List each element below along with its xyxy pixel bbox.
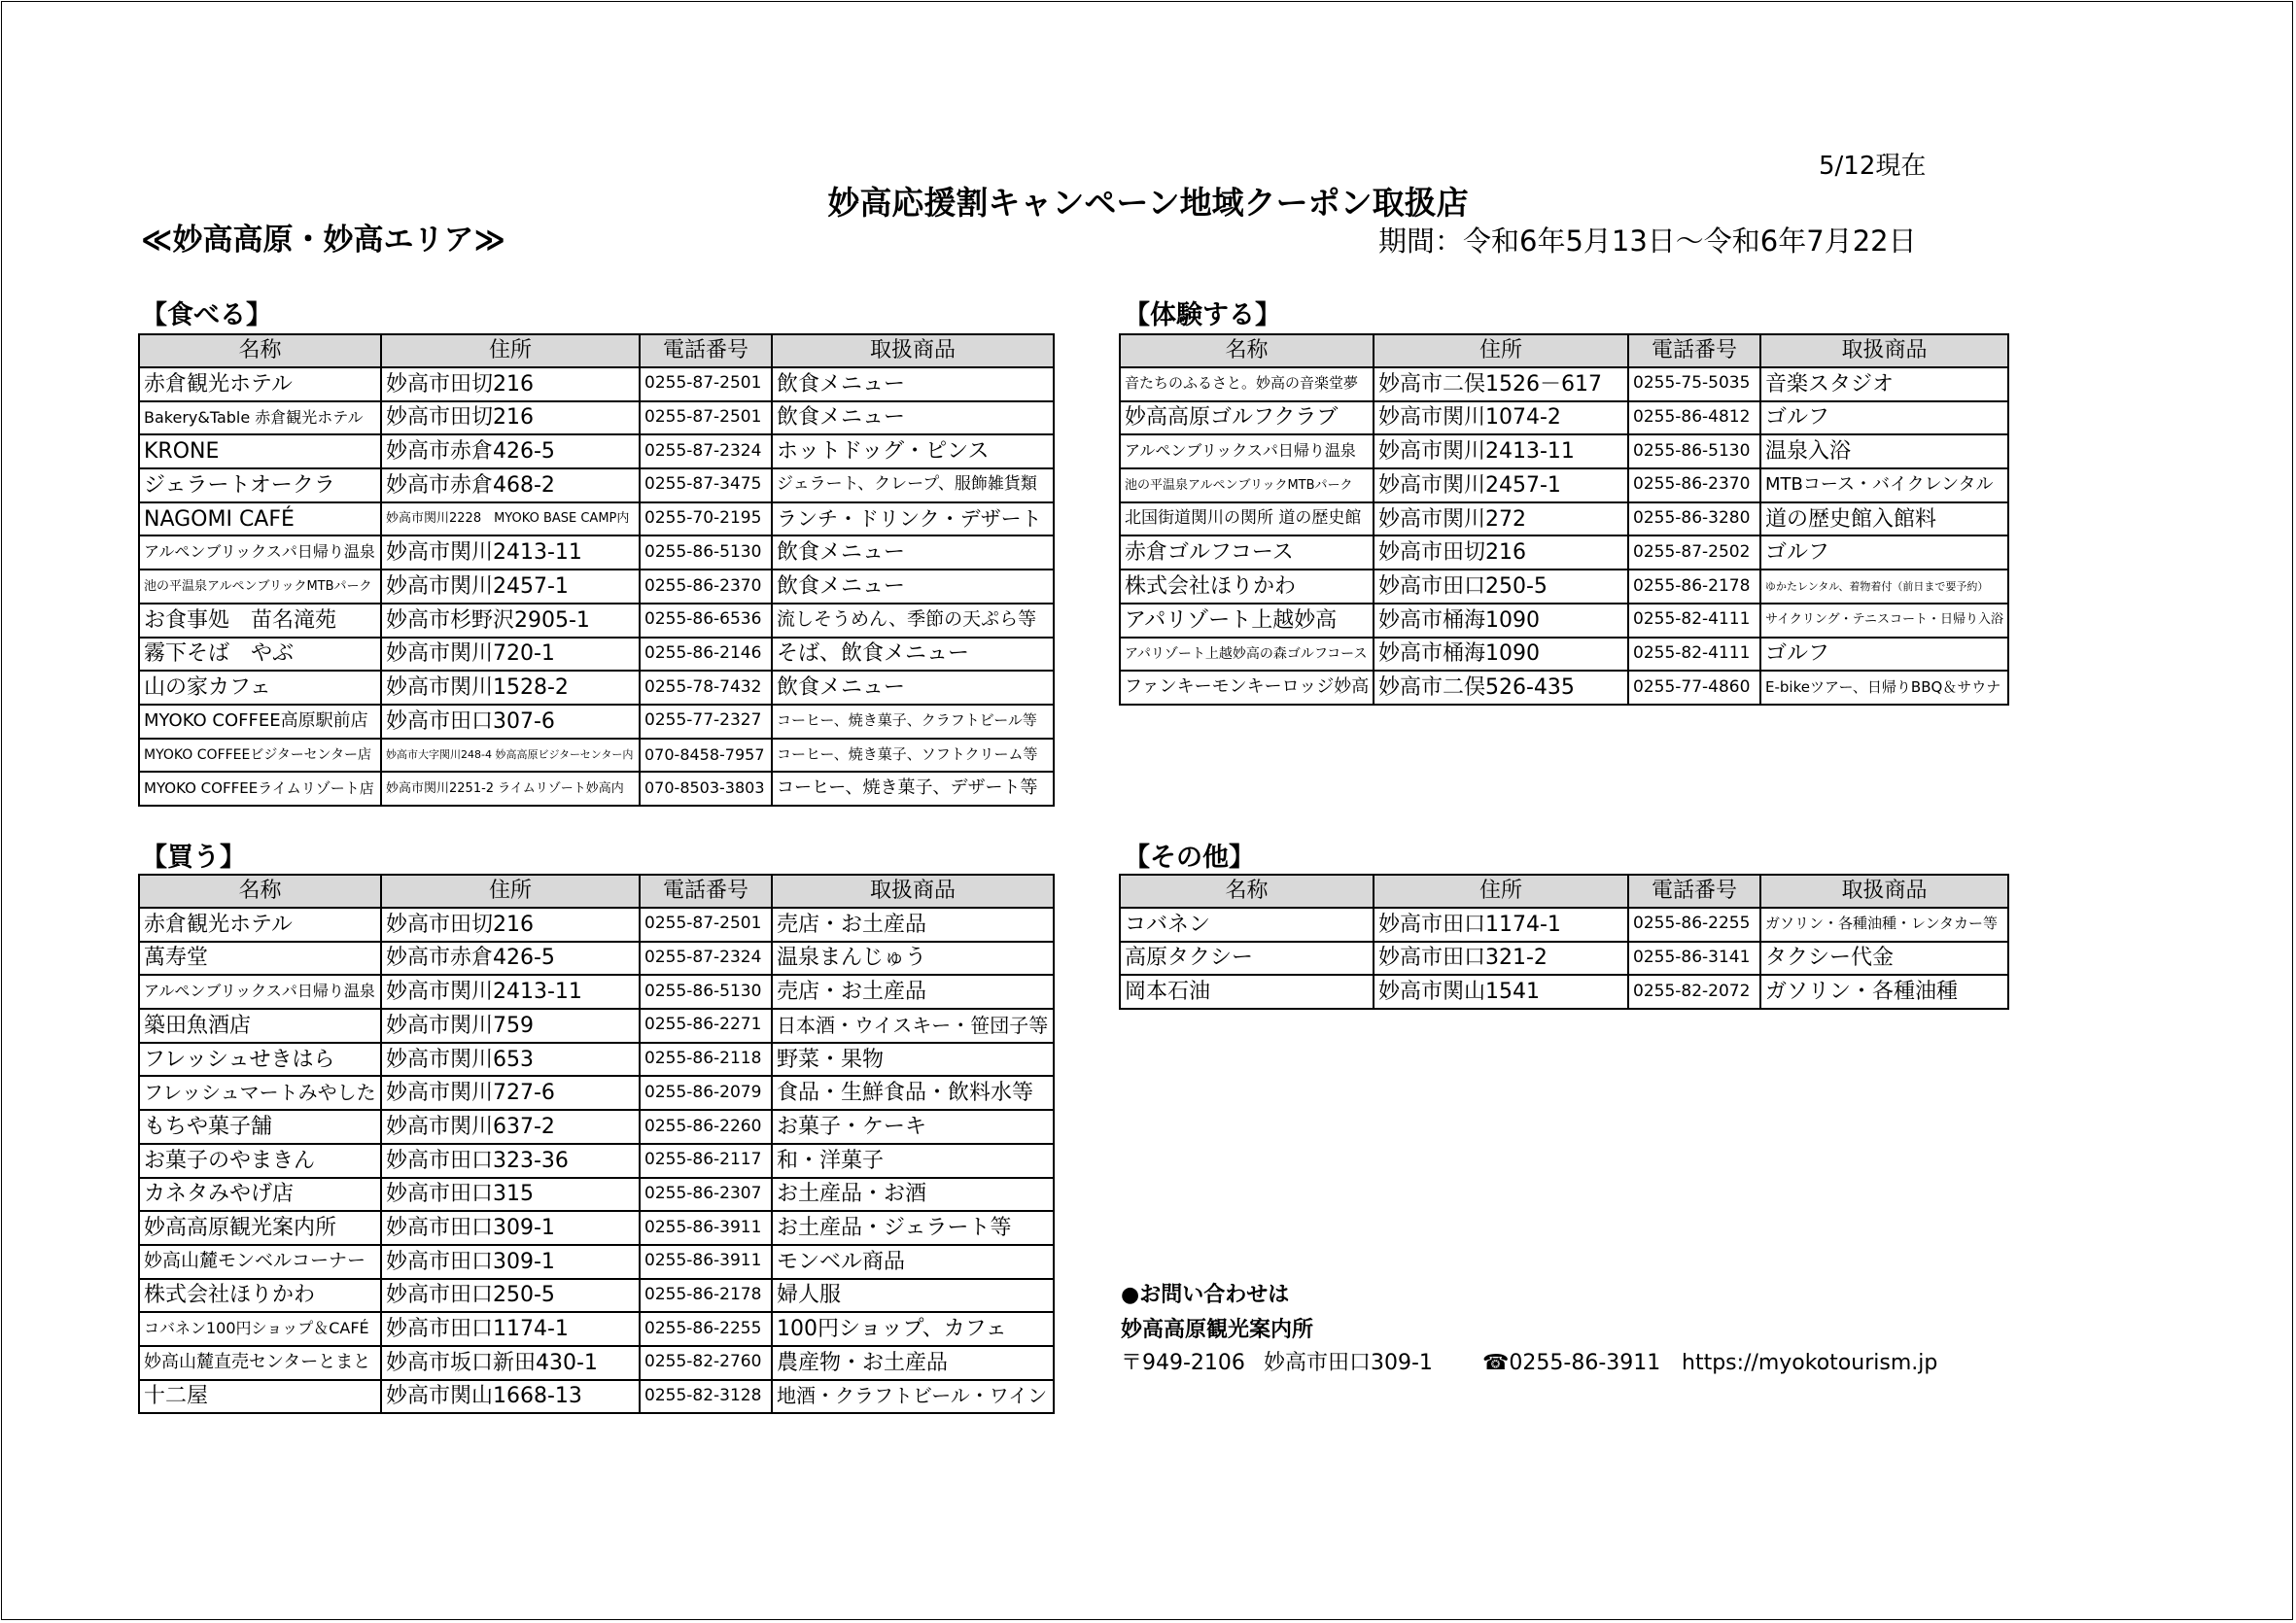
cell-phone: 0255-86-2307 (640, 1178, 772, 1212)
cell-name: MYOKO COFFEEビジターセンター店 (139, 739, 381, 773)
cell-phone: 0255-86-2370 (1628, 468, 1760, 502)
cell-products: 地酒・クラフトビール・ワイン (772, 1380, 1054, 1414)
table-row (139, 671, 1054, 705)
cell-phone: 0255-86-2117 (640, 1144, 772, 1178)
section-title-experience: 【体験する】 (1124, 300, 1281, 330)
cell-phone: 0255-86-2370 (640, 570, 772, 604)
cell-name: 高原タクシー (1120, 942, 1374, 976)
cell-phone: 0255-86-3141 (1628, 942, 1760, 976)
cell-products: そば、飲食メニュー (772, 638, 1054, 672)
table-row (139, 570, 1054, 604)
contact-address: 妙高市田口309-1 (1264, 1351, 1433, 1375)
cell-phone: 0255-86-4812 (1628, 401, 1760, 435)
cell-name: アルペンブリックスパ日帰り温泉 (1120, 434, 1374, 468)
cell-name: フレッシュせきはら (139, 1043, 381, 1077)
cell-phone: 0255-86-2146 (640, 638, 772, 672)
table-row (139, 942, 1054, 976)
cell-address: 妙高市田切216 (1374, 535, 1628, 570)
cell-products: 飲食メニュー (772, 401, 1054, 435)
cell-name: 萬寿堂 (139, 942, 381, 976)
cell-address: 妙高市田切216 (381, 908, 640, 942)
cell-products: 音楽スタジオ (1760, 367, 2008, 401)
table-row (139, 975, 1054, 1009)
table-row (139, 1110, 1054, 1144)
cell-products: コーヒー、焼き菓子、デザート等 (772, 772, 1054, 806)
table-row (1120, 604, 2008, 638)
table-row (1120, 908, 2008, 942)
table-row (139, 1211, 1054, 1245)
cell-products: 和・洋菓子 (772, 1144, 1054, 1178)
table-row (139, 604, 1054, 638)
cell-address: 妙高市関川2413-11 (381, 975, 640, 1009)
buy-table (138, 874, 1055, 1414)
cell-phone: 0255-87-2501 (640, 367, 772, 401)
cell-phone: 0255-86-5130 (640, 975, 772, 1009)
cell-phone: 0255-86-2178 (640, 1279, 772, 1313)
cell-address: 妙高市関川2413-11 (381, 535, 640, 570)
header-products: 取扱商品 (772, 875, 1054, 908)
cell-name: KRONE (139, 434, 381, 468)
table-row (1120, 570, 2008, 604)
table-row (139, 367, 1054, 401)
cell-address: 妙高市関川2413-11 (1374, 434, 1628, 468)
cell-name: アルペンブリックスパ日帰り温泉 (139, 975, 381, 1009)
cell-products: 飲食メニュー (772, 367, 1054, 401)
cell-phone: 0255-86-3911 (640, 1211, 772, 1245)
cell-phone: 0255-86-2255 (640, 1312, 772, 1346)
cell-name: アパリゾート上越妙高 (1120, 604, 1374, 638)
table-row (1120, 638, 2008, 672)
cell-phone: 0255-86-5130 (1628, 434, 1760, 468)
cell-products: ホットドッグ・ピンス (772, 434, 1054, 468)
table-row (1120, 401, 2008, 435)
cell-name: 赤倉ゴルフコース (1120, 535, 1374, 570)
table-row (139, 401, 1054, 435)
table-row (139, 772, 1054, 806)
header-address: 住所 (1374, 875, 1628, 908)
other-table (1119, 874, 2009, 1010)
cell-products: MTBコース・バイクレンタル (1760, 468, 2008, 502)
header-phone: 電話番号 (640, 875, 772, 908)
table-row (139, 705, 1054, 739)
table-row (139, 1312, 1054, 1346)
cell-name: MYOKO COFFEE高原駅前店 (139, 705, 381, 739)
cell-name: NAGOMI CAFÉ (139, 502, 381, 536)
cell-phone: 070-8458-7957 (640, 739, 772, 773)
cell-products: 飲食メニュー (772, 671, 1054, 705)
cell-phone: 0255-86-2255 (1628, 908, 1760, 942)
cell-address: 妙高市関山1668-13 (381, 1380, 640, 1414)
cell-phone: 0255-75-5035 (1628, 367, 1760, 401)
table-row (139, 1178, 1054, 1212)
cell-address: 妙高市田口321-2 (1374, 942, 1628, 976)
table-row (139, 1076, 1054, 1110)
cell-name: お食事処 苗名滝苑 (139, 604, 381, 638)
cell-phone: 0255-86-3911 (640, 1245, 772, 1279)
cell-address: 妙高市関川727-6 (381, 1076, 640, 1110)
cell-products: タクシー代金 (1760, 942, 2008, 976)
cell-name: 赤倉観光ホテル (139, 908, 381, 942)
cell-products: 温泉まんじゅう (772, 942, 1054, 976)
contact-url-link[interactable]: https://myokotourism.jp (1682, 1351, 1938, 1375)
table-row (139, 434, 1054, 468)
cell-phone: 0255-86-2178 (1628, 570, 1760, 604)
cell-address: 妙高市関川2228 MYOKO BASE CAMP内 (381, 502, 640, 536)
cell-name: 池の平温泉アルペンブリックMTBパーク (139, 570, 381, 604)
header-name: 名称 (1120, 334, 1374, 367)
cell-name: 赤倉観光ホテル (139, 367, 381, 401)
cell-phone: 0255-70-2195 (640, 502, 772, 536)
cell-address: 妙高市関川720-1 (381, 638, 640, 672)
table-row (1120, 468, 2008, 502)
cell-products: コーヒー、焼き菓子、ソフトクリーム等 (772, 739, 1054, 773)
table-row (139, 468, 1054, 502)
cell-name: アパリゾート上越妙高の森ゴルフコース (1120, 638, 1374, 672)
cell-address: 妙高市関川2457-1 (381, 570, 640, 604)
header-phone: 電話番号 (1628, 334, 1760, 367)
cell-products: ジェラート、クレープ、服飾雑貨類 (772, 468, 1054, 502)
cell-address: 妙高市田口323-36 (381, 1144, 640, 1178)
cell-products: 飲食メニュー (772, 535, 1054, 570)
cell-address: 妙高市赤倉426-5 (381, 434, 640, 468)
cell-products: モンベル商品 (772, 1245, 1054, 1279)
contact-phone: ☎0255-86-3911 (1482, 1351, 1661, 1375)
table-header-row (139, 334, 1054, 367)
header-name: 名称 (139, 334, 381, 367)
header-products: 取扱商品 (772, 334, 1054, 367)
cell-address: 妙高市田切216 (381, 367, 640, 401)
cell-products: 売店・お土産品 (772, 908, 1054, 942)
table-row (139, 502, 1054, 536)
cell-name: 妙高山麓モンベルコーナー (139, 1245, 381, 1279)
table-row (1120, 671, 2008, 705)
cell-products: コーヒー、焼き菓子、クラフトビール等 (772, 705, 1054, 739)
cell-phone: 070-8503-3803 (640, 772, 772, 806)
cell-name: 妙高山麓直売センターとまと (139, 1346, 381, 1380)
cell-phone: 0255-82-3128 (640, 1380, 772, 1414)
cell-products: サイクリング・テニスコート・日帰り入浴 (1760, 604, 2008, 638)
cell-name: Bakery&Table 赤倉観光ホテル (139, 401, 381, 435)
section-title-buy: 【買う】 (141, 843, 246, 873)
header-phone: 電話番号 (640, 334, 772, 367)
cell-products: 100円ショップ、カフェ (772, 1312, 1054, 1346)
cell-address: 妙高市田口1174-1 (381, 1312, 640, 1346)
cell-phone: 0255-77-2327 (640, 705, 772, 739)
as-of-date: 5/12現在 (1819, 152, 1927, 181)
cell-phone: 0255-86-2260 (640, 1110, 772, 1144)
cell-products: 食品・生鮮食品・飲料水等 (772, 1076, 1054, 1110)
document-title: 妙高応援割キャンペーン地域クーポン取扱店 (827, 184, 1469, 222)
table-row (139, 535, 1054, 570)
cell-name: 築田魚酒店 (139, 1009, 381, 1043)
cell-address: 妙高市関川1528-2 (381, 671, 640, 705)
cell-address: 妙高市桶海1090 (1374, 638, 1628, 672)
cell-address: 妙高市赤倉468-2 (381, 468, 640, 502)
cell-phone: 0255-86-6536 (640, 604, 772, 638)
cell-products: 売店・お土産品 (772, 975, 1054, 1009)
cell-name: 霧下そば やぶ (139, 638, 381, 672)
header-phone: 電話番号 (1628, 875, 1760, 908)
cell-phone: 0255-78-7432 (640, 671, 772, 705)
experience-table (1119, 333, 2009, 706)
cell-name: 池の平温泉アルペンブリックMTBパーク (1120, 468, 1374, 502)
cell-products: ゆかたレンタル、着物着付（前日まで要予約） (1760, 570, 2008, 604)
cell-products: 温泉入浴 (1760, 434, 2008, 468)
cell-address: 妙高市桶海1090 (1374, 604, 1628, 638)
cell-phone: 0255-87-2502 (1628, 535, 1760, 570)
cell-phone: 0255-86-2271 (640, 1009, 772, 1043)
cell-name: ファンキーモンキーロッジ妙高 (1120, 671, 1374, 705)
cell-products: 飲食メニュー (772, 570, 1054, 604)
cell-name: 株式会社ほりかわ (1120, 570, 1374, 604)
cell-products: お菓子・ケーキ (772, 1110, 1054, 1144)
table-row (1120, 502, 2008, 536)
cell-phone: 0255-87-3475 (640, 468, 772, 502)
table-row (1120, 975, 2008, 1009)
cell-products: 道の歴史館入館料 (1760, 502, 2008, 536)
cell-phone: 0255-87-2324 (640, 434, 772, 468)
cell-phone: 0255-82-2072 (1628, 975, 1760, 1009)
cell-address: 妙高市坂口新田430-1 (381, 1346, 640, 1380)
header-address: 住所 (1374, 334, 1628, 367)
cell-products: ガソリン・各種油種・レンタカー等 (1760, 908, 2008, 942)
table-row (139, 638, 1054, 672)
cell-address: 妙高市田口250-5 (381, 1279, 640, 1313)
header-name: 名称 (1120, 875, 1374, 908)
cell-phone: 0255-87-2501 (640, 401, 772, 435)
cell-name: 岡本石油 (1120, 975, 1374, 1009)
table-row (139, 1279, 1054, 1313)
cell-address: 妙高市田口309-1 (381, 1245, 640, 1279)
cell-products: ガソリン・各種油種 (1760, 975, 2008, 1009)
table-row (139, 1380, 1054, 1414)
cell-address: 妙高市二俣526-435 (1374, 671, 1628, 705)
cell-phone: 0255-86-3280 (1628, 502, 1760, 536)
table-header-row (1120, 875, 2008, 908)
cell-phone: 0255-77-4860 (1628, 671, 1760, 705)
table-row (139, 1009, 1054, 1043)
table-row (139, 1245, 1054, 1279)
cell-address: 妙高市田口1174-1 (1374, 908, 1628, 942)
section-title-other: 【その他】 (1124, 843, 1255, 873)
section-title-eat: 【食べる】 (141, 300, 272, 330)
cell-address: 妙高市関山1541 (1374, 975, 1628, 1009)
cell-address: 妙高市田口250-5 (1374, 570, 1628, 604)
cell-products: ゴルフ (1760, 401, 2008, 435)
cell-name: カネタみやげ店 (139, 1178, 381, 1212)
cell-name: MYOKO COFFEEライムリゾート店 (139, 772, 381, 806)
cell-products: 農産物・お土産品 (772, 1346, 1054, 1380)
contact-heading: ●お問い合わせは (1121, 1283, 1290, 1307)
cell-products: お土産品・お酒 (772, 1178, 1054, 1212)
header-products: 取扱商品 (1760, 334, 2008, 367)
table-row (139, 1346, 1054, 1380)
cell-address: 妙高市関川2251-2 ライムリゾート妙高内 (381, 772, 640, 806)
cell-products: 流しそうめん、季節の天ぷら等 (772, 604, 1054, 638)
header-address: 住所 (381, 875, 640, 908)
cell-address: 妙高市大字関川248-4 妙高高原ビジターセンター内 (381, 739, 640, 773)
cell-phone: 0255-82-2760 (640, 1346, 772, 1380)
eat-table (138, 333, 1055, 807)
contact-postal: 〒949-2106 (1121, 1351, 1245, 1375)
cell-phone: 0255-86-5130 (640, 535, 772, 570)
cell-phone: 0255-82-4111 (1628, 638, 1760, 672)
header-name: 名称 (139, 875, 381, 908)
cell-name: コバネン100円ショップ＆CAFÉ (139, 1312, 381, 1346)
cell-name: お菓子のやまきん (139, 1144, 381, 1178)
cell-name: フレッシュマートみやした (139, 1076, 381, 1110)
table-row (139, 739, 1054, 773)
cell-name: 十二屋 (139, 1380, 381, 1414)
cell-phone: 0255-82-4111 (1628, 604, 1760, 638)
cell-address: 妙高市田口309-1 (381, 1211, 640, 1245)
cell-address: 妙高市二俣1526－617 (1374, 367, 1628, 401)
table-row (1120, 942, 2008, 976)
cell-address: 妙高市関川2457-1 (1374, 468, 1628, 502)
cell-phone: 0255-86-2118 (640, 1043, 772, 1077)
cell-address: 妙高市田口307-6 (381, 705, 640, 739)
cell-phone: 0255-87-2501 (640, 908, 772, 942)
cell-address: 妙高市関川1074-2 (1374, 401, 1628, 435)
cell-phone: 0255-86-2079 (640, 1076, 772, 1110)
cell-products: 婦人服 (772, 1279, 1054, 1313)
cell-name: 音たちのふるさと。妙高の音楽堂夢 (1120, 367, 1374, 401)
table-row (139, 1043, 1054, 1077)
cell-phone: 0255-87-2324 (640, 942, 772, 976)
cell-address: 妙高市関川272 (1374, 502, 1628, 536)
cell-name: ジェラートオークラ (139, 468, 381, 502)
contact-org: 妙高高原観光案内所 (1121, 1318, 1314, 1342)
cell-name: 妙高高原観光案内所 (139, 1211, 381, 1245)
table-row (139, 1144, 1054, 1178)
cell-products: ゴルフ (1760, 638, 2008, 672)
cell-name: アルペンブリックスパ日帰り温泉 (139, 535, 381, 570)
table-header-row (1120, 334, 2008, 367)
cell-address: 妙高市関川759 (381, 1009, 640, 1043)
cell-name: コバネン (1120, 908, 1374, 942)
cell-name: 株式会社ほりかわ (139, 1279, 381, 1313)
table-header-row (139, 875, 1054, 908)
campaign-period: 期間：令和6年5月13日～令和6年7月22日 (1378, 224, 1917, 258)
cell-products: 日本酒・ウイスキー・笹団子等 (772, 1009, 1054, 1043)
cell-address: 妙高市関川637-2 (381, 1110, 640, 1144)
cell-name: 妙高高原ゴルフクラブ (1120, 401, 1374, 435)
area-label: ≪妙高高原・妙高エリア≫ (141, 223, 505, 258)
cell-address: 妙高市田切216 (381, 401, 640, 435)
cell-address: 妙高市杉野沢2905-1 (381, 604, 640, 638)
table-row (1120, 535, 2008, 570)
cell-products: ランチ・ドリンク・デザート (772, 502, 1054, 536)
cell-address: 妙高市関川653 (381, 1043, 640, 1077)
cell-name: もちや菓子舗 (139, 1110, 381, 1144)
table-row (1120, 367, 2008, 401)
header-products: 取扱商品 (1760, 875, 2008, 908)
cell-products: お土産品・ジェラート等 (772, 1211, 1054, 1245)
cell-address: 妙高市赤倉426-5 (381, 942, 640, 976)
table-row (139, 908, 1054, 942)
cell-name: 山の家カフェ (139, 671, 381, 705)
cell-products: ゴルフ (1760, 535, 2008, 570)
header-address: 住所 (381, 334, 640, 367)
table-row (1120, 434, 2008, 468)
cell-products: 野菜・果物 (772, 1043, 1054, 1077)
cell-products: E-bikeツアー、日帰りBBQ＆サウナ (1760, 671, 2008, 705)
cell-name: 北国街道関川の関所 道の歴史館 (1120, 502, 1374, 536)
cell-address: 妙高市田口315 (381, 1178, 640, 1212)
